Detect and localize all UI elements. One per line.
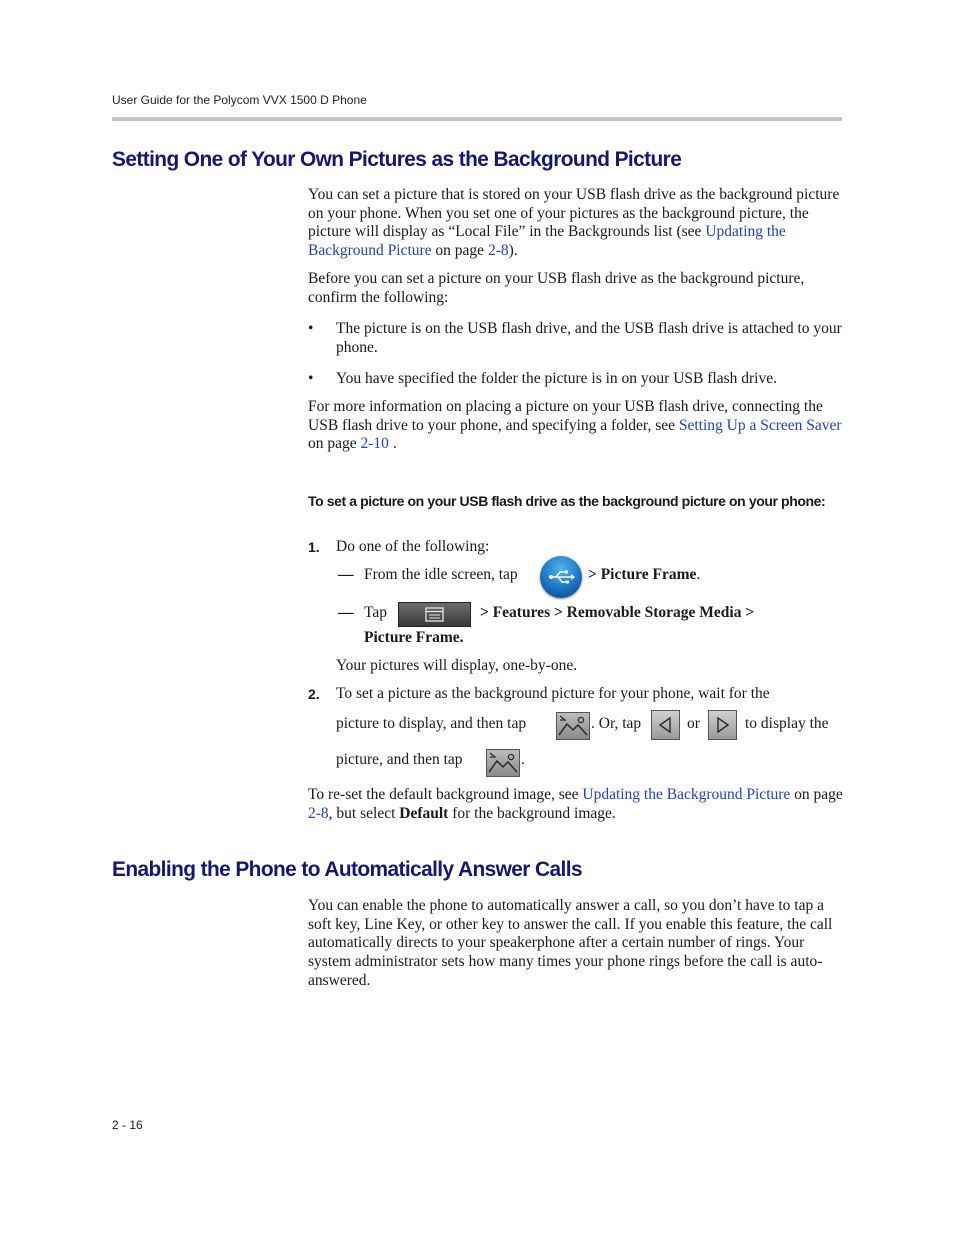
set-background-button[interactable] bbox=[556, 712, 590, 740]
step-1-text: Do one of the following: bbox=[336, 538, 490, 555]
substep-idle-text: From the idle screen, tap bbox=[364, 566, 518, 583]
usb-icon bbox=[540, 556, 582, 598]
list-item-text: The picture is on the USB flash drive, and the USB flash drive is attached to your phone. bbox=[336, 320, 842, 356]
procedure-title: To set a picture on your USB flash drive as the background picture on your phone: bbox=[308, 493, 826, 509]
step-2-line-2-b: . Or, tap bbox=[591, 715, 642, 732]
bullet-symbol: • bbox=[308, 320, 314, 337]
link-page-2-8[interactable]: 2-8 bbox=[487, 242, 509, 260]
dash-symbol: — bbox=[338, 566, 354, 583]
section-heading-background-picture: Setting One of Your Own Pictures as the Background Picture bbox=[112, 147, 682, 171]
bullet-symbol: • bbox=[308, 370, 314, 387]
link-page-2-8[interactable]: 2-8 bbox=[308, 804, 329, 822]
auto-answer-paragraph: You can enable the phone to automatically answer a call, so you don’t have to tap a soft key, Line Key, or other key to answer the call. If you enable this feature, the call automatically directs to your speakerphone after a certain number of rings. Your system administrator sets how many times your phone rings before the call is auto-answered. bbox=[308, 897, 833, 989]
previous-button[interactable] bbox=[651, 710, 680, 740]
set-background-icon bbox=[487, 750, 519, 776]
step-1-result: Your pictures will display, one-by-one. bbox=[336, 657, 578, 674]
previous-arrow-icon bbox=[652, 711, 679, 739]
set-background-button[interactable] bbox=[486, 749, 520, 777]
next-arrow-icon bbox=[709, 711, 736, 739]
intro-paragraph: You can set a picture that is stored on your USB flash drive as the background picture on your phone. When you set one of your pictures as the background picture, the picture will display as “Local File” in the Backgrounds list (see Updating the Background Picture on page 2-8). bbox=[308, 186, 840, 260]
step-2-line-3-b: . bbox=[521, 751, 525, 768]
prerequisite-paragraph: Before you can set a picture on your USB flash drive as the background picture, confirm the following: bbox=[308, 270, 805, 306]
page-number: 2 - 16 bbox=[112, 1118, 143, 1132]
substep-menu-path-end: Picture Frame. bbox=[364, 629, 464, 646]
link-setting-up-screen-saver[interactable]: Setting Up a Screen Saver bbox=[678, 416, 842, 434]
substep-menu-path: > Features > Removable Storage Media > bbox=[480, 604, 755, 621]
reset-paragraph: To re-set the default background image, see Updating the Background Picture on page 2-8, but select Default for the background image. bbox=[308, 786, 843, 822]
link-updating-background-picture[interactable]: Updating the Background Picture bbox=[582, 786, 791, 803]
more-info-paragraph: For more information on placing a picture on your USB flash drive, connecting the USB flash drive to your phone, and specifying a folder, see Setting Up a Screen Saver on page 2-10 . bbox=[308, 398, 842, 453]
menu-icon bbox=[399, 603, 470, 626]
step-2-line-2-d: to display the bbox=[745, 715, 829, 732]
link-updating-background-picture[interactable]: Updating the Background Picture bbox=[308, 223, 786, 260]
list-item-text: You have specified the folder the picture is in on your USB flash drive. bbox=[336, 370, 777, 387]
substep-menu-text: Tap bbox=[364, 604, 388, 621]
header-rule bbox=[112, 117, 842, 121]
step-2-line-3-a: picture, and then tap bbox=[336, 751, 463, 768]
step-2-number: 2. bbox=[308, 686, 320, 702]
usb-button[interactable] bbox=[540, 556, 582, 598]
step-2-line-2-a: picture to display, and then tap bbox=[336, 715, 527, 732]
section-heading-auto-answer: Enabling the Phone to Automatically Answer Calls bbox=[112, 857, 582, 881]
step-1-number: 1. bbox=[308, 539, 320, 555]
running-header: User Guide for the Polycom VVX 1500 D Phone bbox=[112, 93, 367, 107]
link-page-2-10[interactable]: 2-10 bbox=[360, 435, 389, 453]
menu-button[interactable] bbox=[398, 602, 471, 627]
step-2-line-2-c: or bbox=[687, 715, 700, 732]
set-background-icon bbox=[557, 713, 589, 739]
substep-idle-path: > Picture Frame. bbox=[588, 566, 701, 583]
next-button[interactable] bbox=[708, 710, 737, 740]
dash-symbol: — bbox=[338, 604, 354, 621]
step-2-line-1: To set a picture as the background picture for your phone, wait for the bbox=[336, 685, 770, 702]
